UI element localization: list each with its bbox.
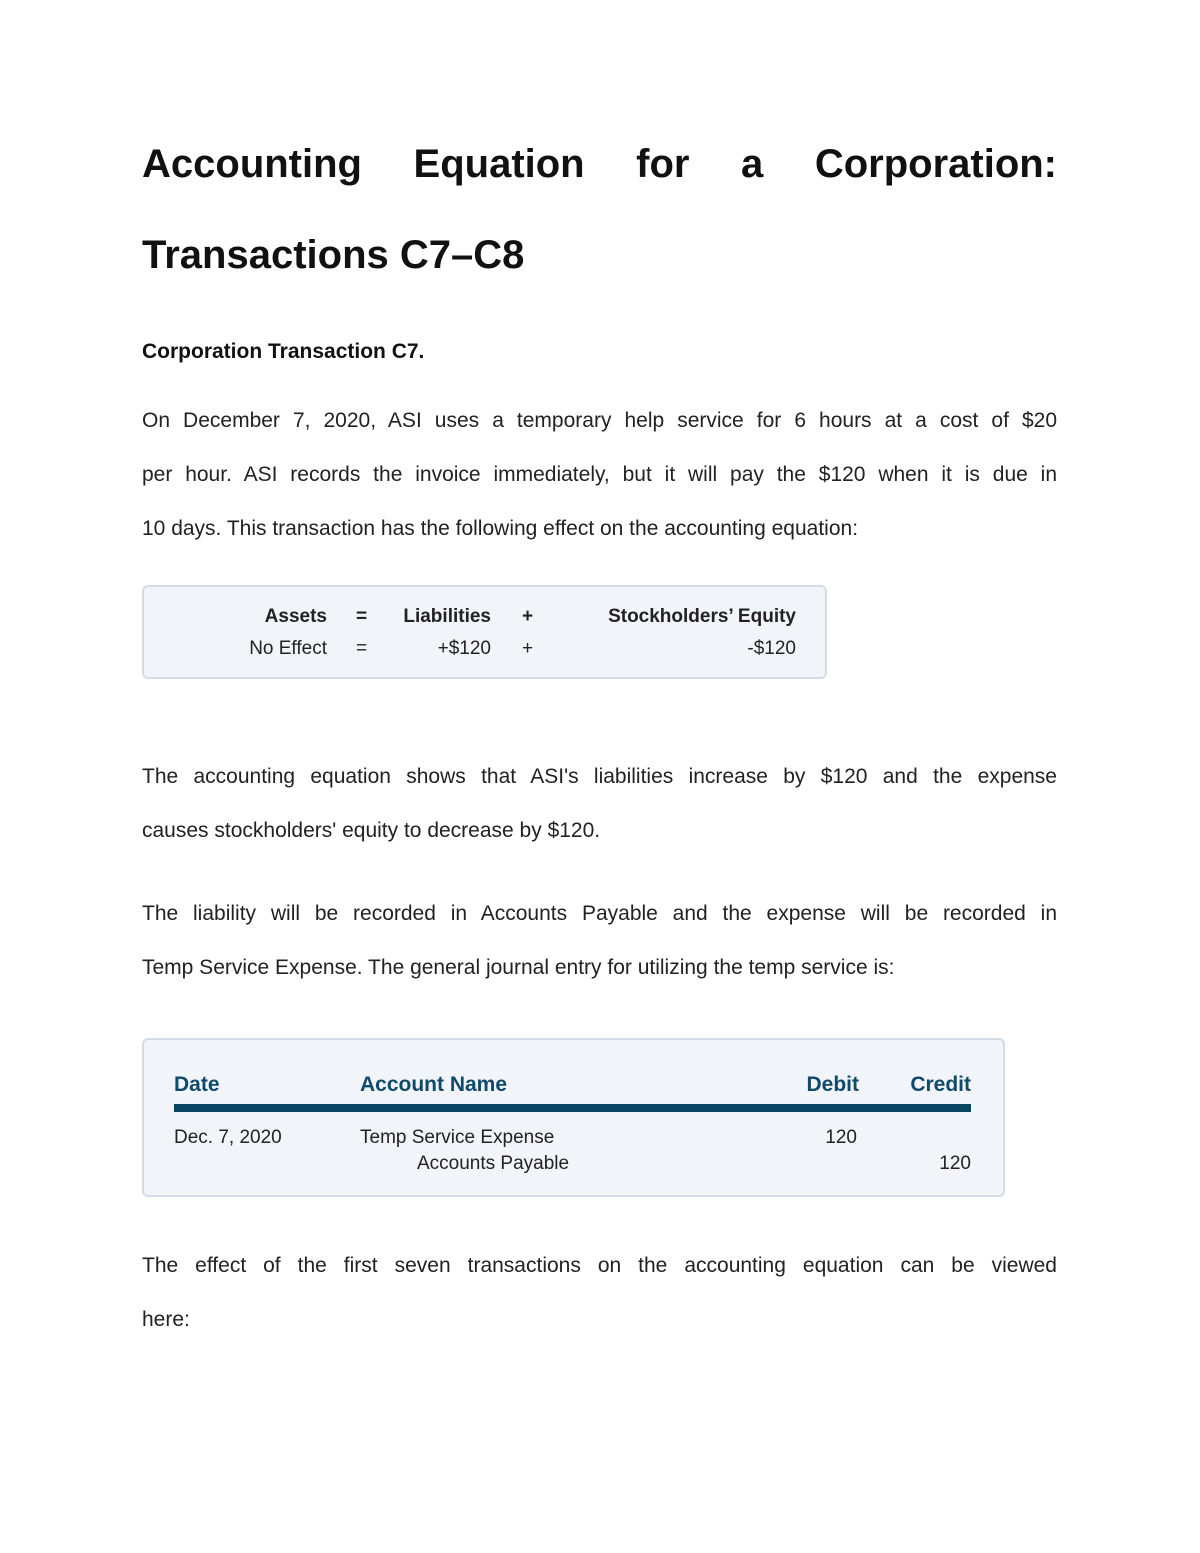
eq-header-equity: Stockholders’ Equity — [608, 606, 796, 627]
page-title-line-2: Transactions C7–C8 — [142, 233, 525, 277]
text-line: The effect of the first seven transactions on the accounting equation can be viewed — [142, 1254, 1057, 1277]
journal-row-account: Accounts Payable — [417, 1153, 570, 1174]
eq-header-assets: Assets — [264, 606, 327, 627]
eq-value-equity: -$120 — [747, 638, 796, 659]
paragraph-closing — [142, 1239, 1057, 1347]
journal-row-account: Temp Service Expense — [360, 1127, 555, 1148]
text-line: causes stockholders' equity to decrease by $120. — [142, 819, 601, 842]
journal-row-date: Dec. 7, 2020 — [174, 1127, 282, 1148]
text-line: 10 days. This transaction has the following effect on the accounting equation: — [142, 517, 859, 540]
journal-header-credit: Credit — [910, 1073, 971, 1096]
paragraph-explanation — [142, 750, 1057, 858]
text-line: The accounting equation shows that ASI's liabilities increase by $120 and the expense — [142, 765, 1057, 788]
journal-header-debit: Debit — [806, 1073, 859, 1096]
page-title-line-1: Accounting Equation for a Corporation: — [142, 142, 1057, 186]
eq-header-equals: = — [356, 606, 368, 627]
eq-header-plus: + — [522, 606, 534, 627]
eq-value-liabilities: +$120 — [437, 638, 491, 659]
journal-entry-box — [142, 1038, 1005, 1197]
accounting-equation-box — [142, 585, 827, 679]
section-heading: Corporation Transaction C7. — [142, 340, 425, 363]
eq-value-plus: + — [522, 638, 534, 659]
text-line: The liability will be recorded in Accounts Payable and the expense will be recorded in — [142, 902, 1057, 925]
eq-header-liabilities: Liabilities — [403, 606, 491, 627]
journal-header-date: Date — [174, 1073, 220, 1096]
paragraph-journal-intro — [142, 887, 1057, 995]
journal-header-rule — [174, 1104, 971, 1112]
eq-value-assets: No Effect — [249, 638, 327, 659]
text-line: Temp Service Expense. The general journal entry for utilizing the temp service is: — [142, 956, 895, 979]
paragraph-intro — [142, 394, 1057, 556]
journal-header-account: Account Name — [360, 1073, 508, 1096]
text-line: On December 7, 2020, ASI uses a temporary help service for 6 hours at a cost of $20 — [142, 409, 1057, 432]
journal-row-debit: 120 — [825, 1127, 857, 1148]
eq-value-equals: = — [356, 638, 368, 659]
text-line: per hour. ASI records the invoice immediately, but it will pay the $120 when it is due in — [142, 463, 1057, 486]
journal-row-credit: 120 — [939, 1153, 971, 1174]
text-line: here: — [142, 1308, 190, 1331]
